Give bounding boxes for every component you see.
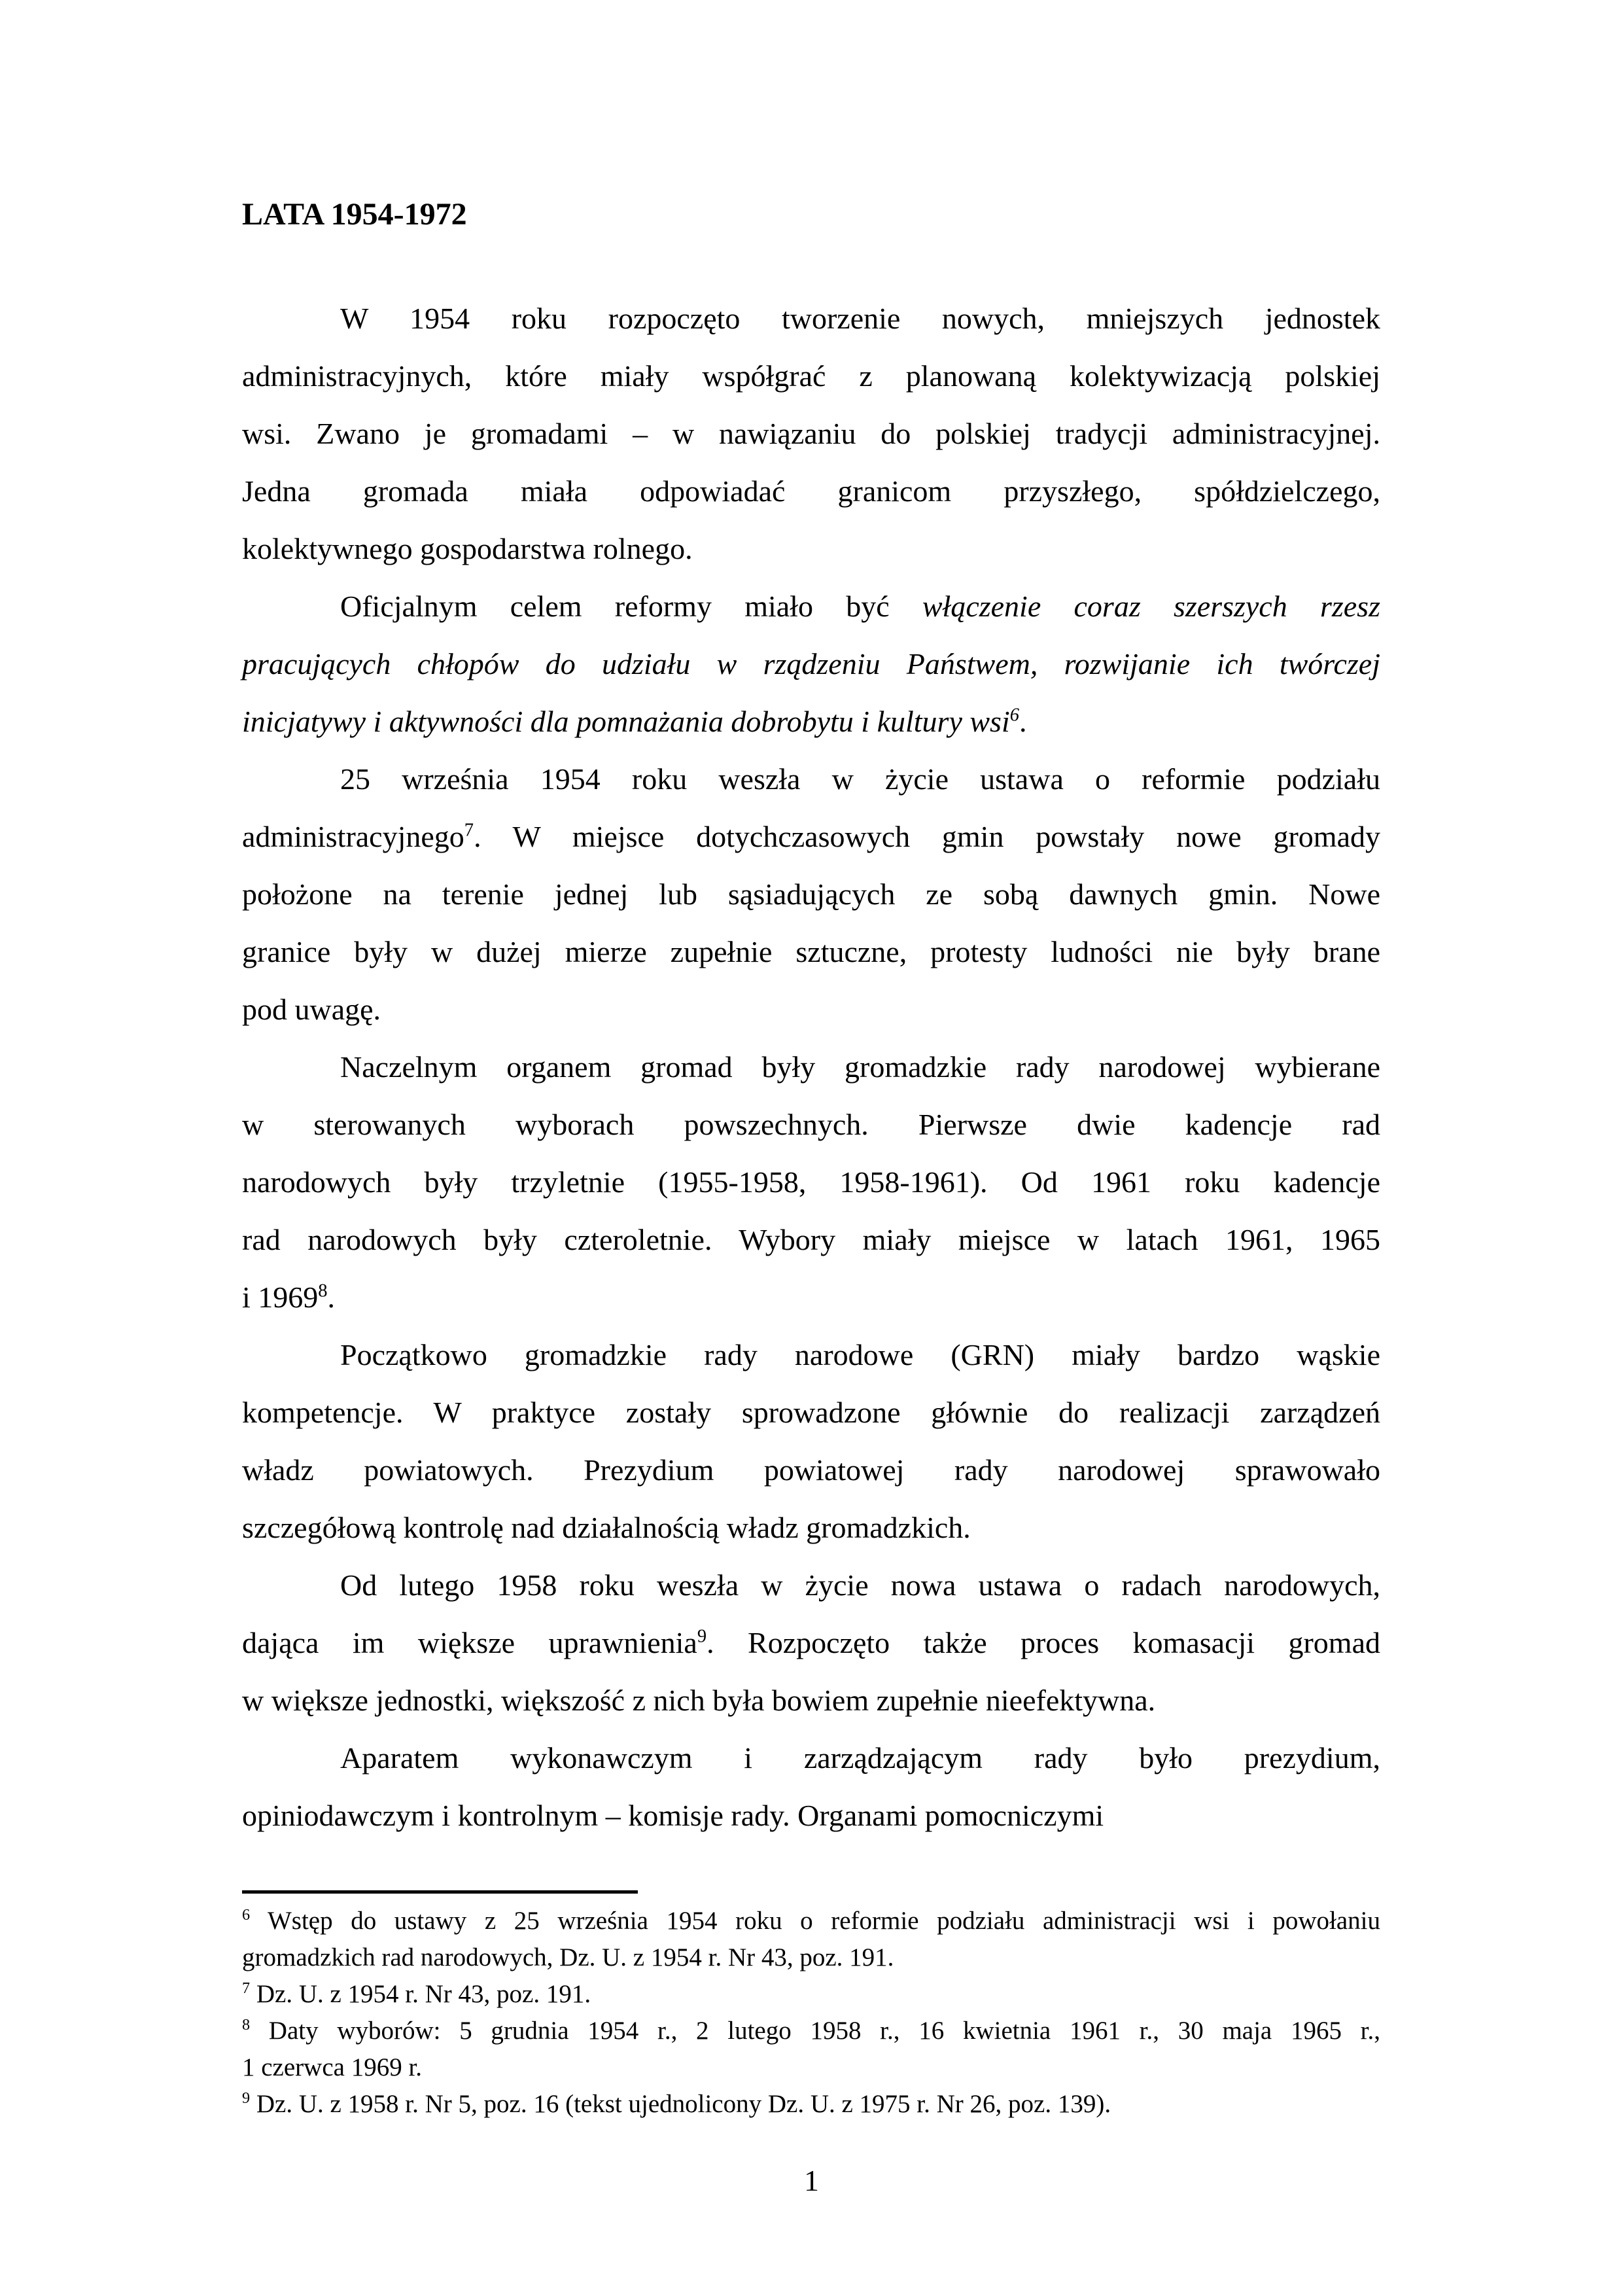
text-line — [242, 2086, 1380, 2123]
text-line — [242, 751, 1380, 808]
text-line — [242, 405, 1380, 463]
text-line — [242, 1976, 1380, 2013]
footnote — [242, 1903, 1380, 1976]
text-segment: inicjatywy i aktywności dla pomnażania dobrobytu i kultury wsi — [242, 705, 1010, 738]
text-segment: w większe jednostki, większość z nich była bowiem zupełnie nieefektywna. — [242, 1684, 1156, 1717]
text-segment: Dz. U. z 1958 r. Nr 5, poz. 16 (tekst ujednolicony Dz. U. z 1975 r. Nr 26, poz. 139). — [250, 2090, 1111, 2118]
text-line — [242, 1614, 1380, 1672]
footnote-reference: 8 — [318, 1280, 328, 1301]
paragraph — [242, 1326, 1380, 1557]
footnote — [242, 2013, 1380, 2086]
text-line — [242, 808, 1380, 866]
text-segment: i 1969 — [242, 1280, 319, 1314]
text-segment: . Rozpoczęto także proces komasacji gromad — [707, 1626, 1380, 1659]
document-body — [242, 290, 1380, 1845]
text-segment: kolektywnego gospodarstwa rolnego. — [242, 532, 693, 565]
text-line — [242, 1384, 1380, 1441]
text-line — [242, 693, 1380, 751]
text-segment: Od lutego 1958 roku weszła w życie nowa ustawa o radach narodowych, — [340, 1568, 1380, 1602]
footnote-reference: 8 — [242, 2016, 251, 2034]
text-segment: narodowych były trzyletnie (1955-1958, 1958-1961). Od 1961 roku kadencje — [242, 1165, 1380, 1199]
text-line — [242, 1096, 1380, 1154]
text-segment: w sterowanych wyborach powszechnych. Pierwsze dwie kadencje rad — [242, 1108, 1380, 1141]
text-line — [242, 1672, 1380, 1729]
text-segment: władz powiatowych. Prezydium powiatowej rady narodowej sprawowało — [242, 1453, 1380, 1487]
footnote-reference: 7 — [464, 820, 474, 841]
text-line — [242, 981, 1380, 1038]
text-line — [242, 1939, 1380, 1976]
text-line — [242, 2049, 1380, 2086]
footnote — [242, 1976, 1380, 2013]
text-segment: Aparatem wykonawczym i zarządzającym rady było prezydium, — [340, 1741, 1380, 1775]
text-segment: pracujących chłopów do udziału w rządzeniu Państwem, rozwijanie ich twórczej — [242, 647, 1380, 680]
text-segment: administracyjnego — [242, 820, 464, 853]
footnote-reference: 6 — [1009, 705, 1020, 726]
text-segment: dająca im większe uprawnienia — [242, 1626, 697, 1659]
text-line — [242, 1557, 1380, 1614]
page-title: LATA 1954-1972 — [242, 197, 467, 232]
paragraph — [242, 290, 1380, 578]
text-line — [242, 1211, 1380, 1269]
text-segment: pod uwagę. — [242, 993, 381, 1026]
footnote-reference: 7 — [242, 1979, 251, 1997]
paragraph — [242, 1038, 1380, 1326]
text-segment: gromadzkich rad narodowych, Dz. U. z 1954 r. Nr 43, poz. 191. — [242, 1943, 894, 1971]
text-line — [242, 1903, 1380, 1939]
text-line — [242, 347, 1380, 405]
text-segment: Oficjalnym celem reformy miało być — [340, 590, 922, 623]
text-segment: położone na terenie jednej lub sąsiadujących ze sobą dawnych gmin. Nowe — [242, 877, 1380, 911]
text-segment: 1 czerwca 1969 r. — [242, 2053, 423, 2081]
text-segment: opiniodawczym i kontrolnym – komisje rady. Organami pomocniczymi — [242, 1799, 1104, 1832]
text-line — [242, 1269, 1380, 1326]
footnote-reference: 6 — [242, 1906, 251, 1924]
text-segment: W 1954 roku rozpoczęto tworzenie nowych, mniejszych jednostek — [340, 302, 1380, 335]
text-line — [242, 1038, 1380, 1096]
text-segment: włączenie coraz szerszych rzesz — [922, 590, 1380, 623]
footnote — [242, 2086, 1380, 2123]
text-segment: rad narodowych były czteroletnie. Wybory miały miejsce w latach 1961, 1965 — [242, 1223, 1380, 1256]
text-segment: Wstęp do ustawy z 25 września 1954 roku o reformie podziału administracji wsi i powołaniu — [250, 1907, 1380, 1935]
text-line — [242, 1441, 1380, 1499]
text-segment: Początkowo gromadzkie rady narodowe (GRN) miały bardzo wąskie — [340, 1338, 1380, 1371]
text-segment: . — [327, 1280, 336, 1314]
text-segment: kompetencje. W praktyce zostały sprowadzone głównie do realizacji zarządzeń — [242, 1396, 1380, 1429]
text-line — [242, 1499, 1380, 1557]
text-line — [242, 578, 1380, 635]
text-segment: Dz. U. z 1954 r. Nr 43, poz. 191. — [250, 1980, 591, 2008]
text-line — [242, 463, 1380, 520]
footnote-separator — [242, 1890, 638, 1894]
paragraph — [242, 751, 1380, 1038]
text-segment: administracyjnych, które miały współgrać z planowaną kolektywizacją polskiej — [242, 359, 1380, 393]
text-line — [242, 1154, 1380, 1211]
text-line — [242, 290, 1380, 347]
page-number: 1 — [804, 2164, 819, 2197]
text-line — [242, 635, 1380, 693]
paragraph — [242, 1729, 1380, 1845]
text-line — [242, 1787, 1380, 1845]
footnote-reference: 9 — [242, 2089, 251, 2107]
text-segment: Daty wyborów: 5 grudnia 1954 r., 2 lutego 1958 r., 16 kwietnia 1961 r., 30 maja 1965 r., — [250, 2017, 1380, 2045]
paragraph — [242, 578, 1380, 751]
text-segment: 25 września 1954 roku weszła w życie ustawa o reformie podziału — [340, 762, 1380, 796]
text-segment: granice były w dużej mierze zupełnie sztuczne, protesty ludności nie były brane — [242, 935, 1380, 968]
text-segment: Naczelnym organem gromad były gromadzkie rady narodowej wybierane — [340, 1050, 1380, 1084]
text-line — [242, 1326, 1380, 1384]
paragraph — [242, 1557, 1380, 1729]
footnotes-section — [242, 1903, 1380, 2123]
text-line — [242, 2013, 1380, 2049]
text-line — [242, 866, 1380, 923]
text-segment: . W miejsce dotychczasowych gmin powstały nowe gromady — [474, 820, 1380, 853]
text-segment: . — [1019, 705, 1027, 738]
text-segment: Jedna gromada miała odpowiadać granicom przyszłego, spółdzielczego, — [242, 474, 1380, 508]
text-segment: szczegółową kontrolę nad działalnością władz gromadzkich. — [242, 1511, 971, 1544]
text-line — [242, 520, 1380, 578]
text-segment: wsi. Zwano je gromadami – w nawiązaniu do polskiej tradycji administracyjnej. — [242, 417, 1380, 450]
text-line — [242, 1729, 1380, 1787]
text-line — [242, 923, 1380, 981]
footnote-reference: 9 — [697, 1626, 707, 1647]
